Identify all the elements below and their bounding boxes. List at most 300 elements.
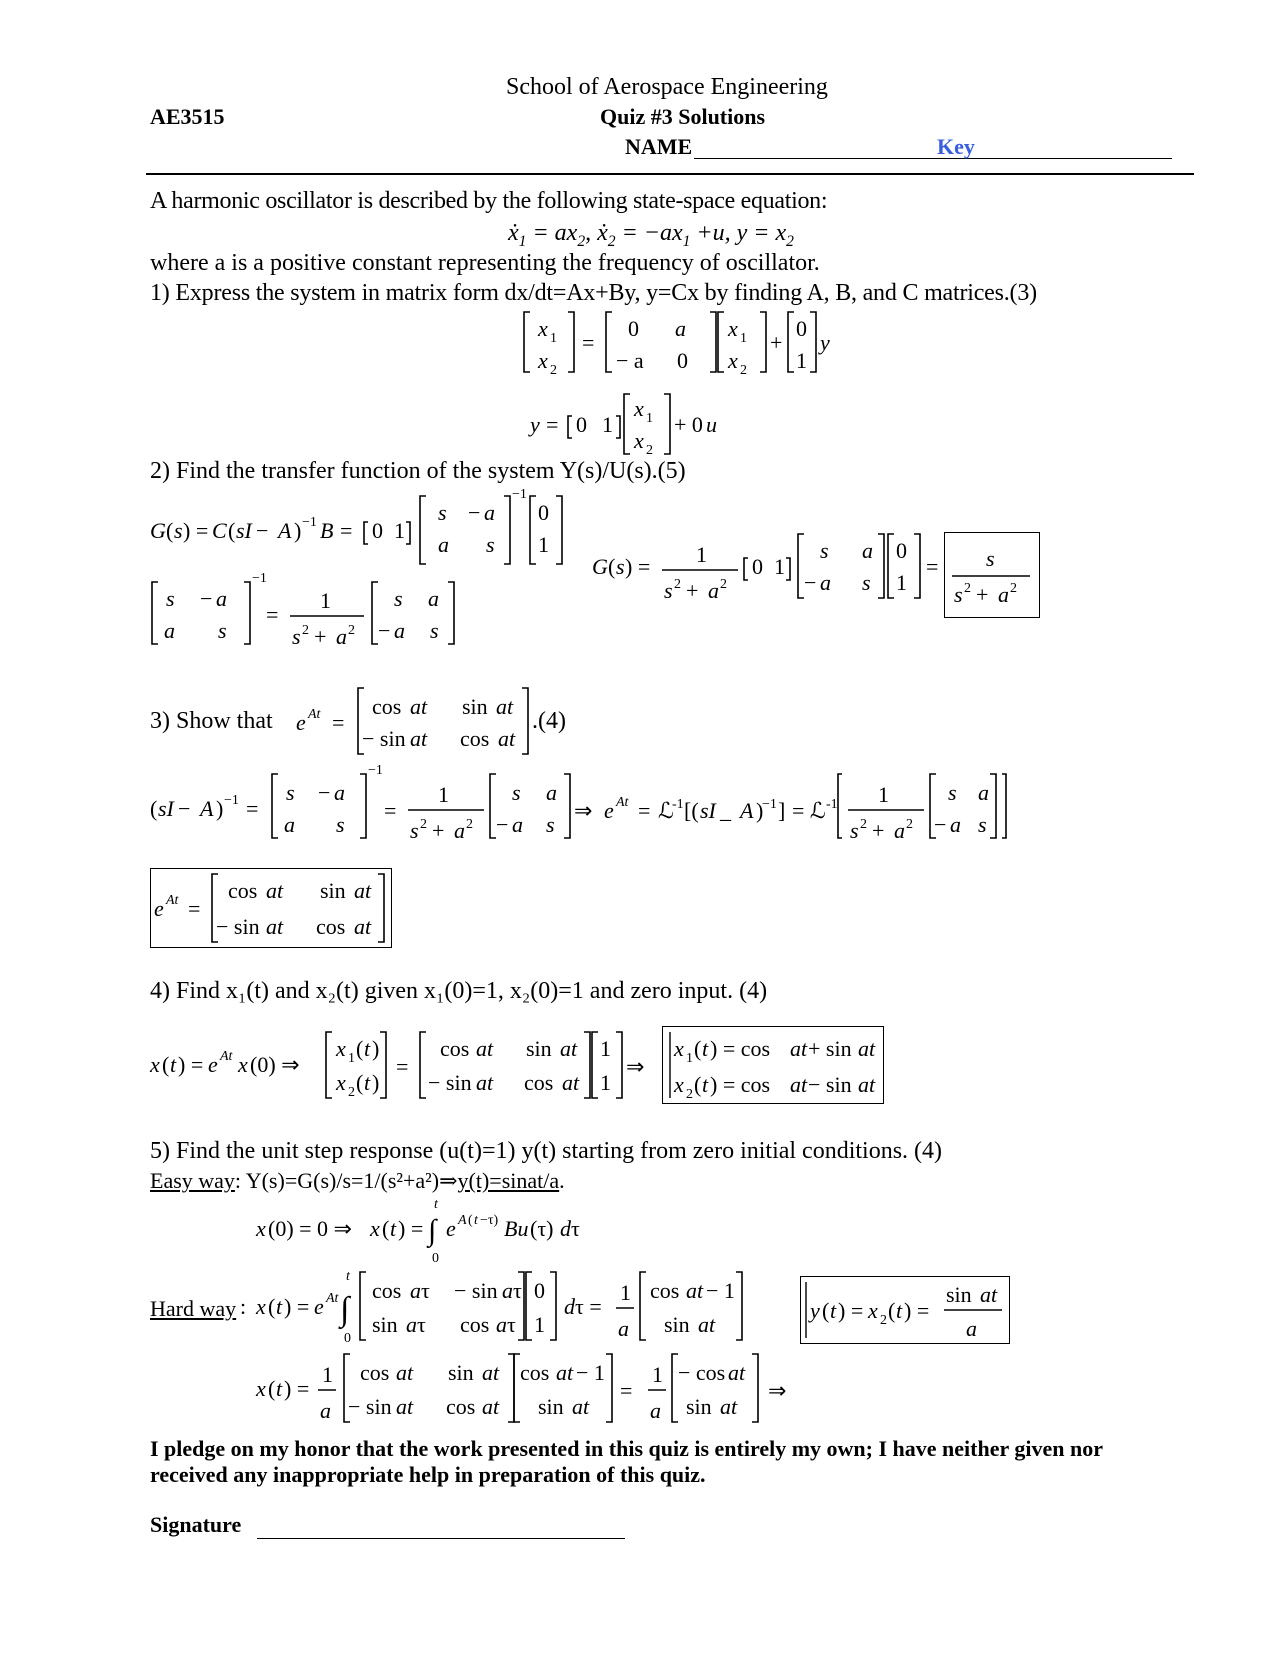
svg-text:x: x	[336, 1070, 346, 1095]
svg-text:⇒: ⇒	[768, 1378, 787, 1403]
svg-text:a: a	[394, 618, 405, 643]
svg-text:+: +	[432, 818, 445, 843]
svg-text:) = cos: ) = cos	[710, 1072, 771, 1097]
svg-text:y: y	[530, 412, 540, 437]
svg-text:a: a	[862, 538, 873, 563]
svg-text:1: 1	[538, 532, 549, 557]
svg-text:2: 2	[880, 1313, 887, 1328]
svg-text:a: a	[320, 1398, 331, 1423]
svg-text:a: a	[675, 316, 686, 341]
easy-way-text: : Y(s)=G(s)/s=1/(s²+a²)⇒	[234, 1168, 458, 1193]
svg-text:y: y	[810, 1298, 820, 1323]
svg-text:sI: sI	[158, 796, 174, 821]
svg-text:−: −	[378, 618, 391, 643]
question-1: 1) Express the system in matrix form dx/dt=Ax+By, y=Cx by finding A, B, and C matrices.(3)	[150, 280, 1037, 306]
svg-text:at: at	[354, 914, 372, 939]
svg-text:τ: τ	[421, 1278, 430, 1303]
svg-text:t: t	[830, 1298, 837, 1323]
svg-text:+: +	[872, 818, 885, 843]
svg-text:=: =	[582, 330, 595, 355]
svg-text:) =: ) =	[284, 1294, 310, 1319]
svg-text:s: s	[850, 818, 859, 843]
svg-text:s: s	[410, 818, 419, 843]
svg-text:sin: sin	[320, 878, 346, 903]
svg-text:[(: [(	[684, 798, 699, 823]
svg-text:2: 2	[1010, 581, 1017, 596]
q5-convolution-integral	[256, 1196, 616, 1266]
svg-text:s: s	[174, 518, 183, 543]
svg-text:t: t	[702, 1036, 709, 1061]
question-3-prefix: 3) Show that	[150, 708, 273, 734]
svg-text:−: −	[496, 812, 509, 837]
svg-text:a: a	[978, 780, 989, 805]
svg-text:sI: sI	[700, 798, 716, 823]
svg-text:At: At	[326, 1291, 339, 1306]
svg-text:Bu: Bu	[504, 1216, 529, 1241]
svg-text:1: 1	[896, 570, 907, 595]
svg-text:sI: sI	[236, 518, 252, 543]
svg-text:− 1: − 1	[576, 1360, 605, 1385]
q5-hard-way-eq	[240, 1268, 780, 1348]
svg-text:e: e	[208, 1052, 218, 1077]
svg-text:− sin: − sin	[348, 1394, 392, 1419]
svg-text:1: 1	[602, 412, 613, 437]
svg-text:s: s	[986, 546, 995, 571]
svg-text:s: s	[954, 582, 963, 607]
question-3-suffix: .(4)	[532, 708, 566, 734]
svg-text:x: x	[728, 348, 738, 373]
svg-text:x: x	[728, 316, 738, 341]
svg-text:a: a	[998, 582, 1009, 607]
svg-text:1: 1	[600, 1036, 611, 1061]
svg-text:1: 1	[696, 542, 707, 567]
svg-text:at: at	[720, 1394, 738, 1419]
svg-text:−: −	[468, 500, 481, 525]
q1-output-eq	[530, 392, 730, 462]
pledge-line-2: received any inappropriate help in preparation of this quiz.	[150, 1462, 706, 1487]
svg-text:(: (	[888, 1298, 896, 1323]
svg-text:(: (	[268, 1376, 276, 1401]
svg-text:2: 2	[646, 443, 653, 458]
svg-text:at: at	[266, 878, 284, 903]
svg-text:−: −	[200, 586, 213, 611]
svg-text:sin: sin	[538, 1394, 564, 1419]
pledge-line-1: I pledge on my honor that the work presented in this quiz is entirely my own; I have neither given nor	[150, 1436, 1103, 1461]
svg-text:2: 2	[420, 817, 427, 832]
svg-text:a: a	[216, 586, 227, 611]
question-5: 5) Find the unit step response (u(t)=1) y(t) starting from zero initial conditions. (4)	[150, 1138, 943, 1164]
easy-way-line	[150, 1168, 565, 1194]
svg-text:at: at	[410, 726, 428, 751]
svg-text:2: 2	[348, 1085, 355, 1100]
svg-text:t: t	[702, 1072, 709, 1097]
svg-text:s: s	[948, 780, 957, 805]
header-rule	[146, 173, 1194, 175]
svg-text:x: x	[150, 1052, 160, 1077]
svg-text:x: x	[538, 316, 548, 341]
svg-text:1: 1	[394, 518, 405, 543]
svg-text:− 1: − 1	[706, 1278, 735, 1303]
svg-text:A: A	[458, 1213, 467, 1228]
svg-text:0: 0	[538, 500, 549, 525]
svg-text:-1: -1	[826, 797, 838, 812]
svg-text:x: x	[634, 396, 644, 421]
q3-derivation	[150, 763, 1050, 856]
svg-text:=: =	[396, 1054, 409, 1079]
svg-text:⇒: ⇒	[626, 1054, 645, 1079]
svg-text:cos: cos	[372, 1278, 402, 1303]
svg-text:2: 2	[740, 363, 747, 378]
q2-transfer-function-def	[150, 487, 590, 574]
svg-text:t: t	[364, 1036, 371, 1061]
svg-text:− sin: − sin	[362, 726, 406, 751]
svg-text:∫: ∫	[340, 1291, 350, 1328]
svg-text:∫: ∫	[428, 1214, 437, 1247]
svg-text:at: at	[790, 1036, 808, 1061]
svg-text:a: a	[284, 812, 295, 837]
svg-text:0: 0	[796, 316, 807, 341]
svg-text:−: −	[256, 518, 269, 543]
svg-text:2: 2	[674, 577, 681, 592]
svg-text:At: At	[220, 1049, 233, 1064]
svg-text:−1: −1	[368, 763, 383, 778]
svg-text:a: a	[164, 618, 175, 643]
svg-text:-1: -1	[672, 797, 684, 812]
easy-way-end: .	[559, 1168, 565, 1193]
easy-way-label: Easy way	[150, 1168, 235, 1193]
svg-text:1: 1	[774, 554, 785, 579]
svg-text:): )	[756, 798, 764, 823]
svg-text:(: (	[150, 796, 158, 821]
svg-text:sin: sin	[372, 1312, 398, 1337]
svg-text:cos: cos	[316, 914, 346, 939]
svg-text:2: 2	[964, 581, 971, 596]
svg-text:−: −	[934, 812, 947, 837]
svg-text:C: C	[212, 518, 227, 543]
svg-text:a: a	[428, 586, 439, 611]
svg-text:1: 1	[438, 782, 449, 807]
svg-text:sin: sin	[448, 1360, 474, 1385]
svg-text:− sin: − sin	[216, 914, 260, 939]
q2-inverse-matrix	[150, 571, 470, 658]
svg-text:e: e	[314, 1294, 324, 1319]
svg-text:ℒ: ℒ	[658, 798, 674, 823]
svg-text:sin: sin	[686, 1394, 712, 1419]
svg-text:1: 1	[550, 331, 557, 346]
svg-text:at: at	[790, 1072, 808, 1097]
svg-text:a: a	[438, 532, 449, 557]
svg-text:a: a	[546, 780, 557, 805]
svg-text:s: s	[430, 618, 439, 643]
svg-text:t: t	[474, 1213, 478, 1228]
svg-text:=: =	[188, 896, 201, 921]
svg-text:a: a	[708, 578, 719, 603]
svg-text:−: −	[178, 796, 191, 821]
svg-text:At: At	[166, 893, 179, 908]
svg-text:s: s	[616, 554, 625, 579]
svg-text:t: t	[170, 1052, 177, 1077]
svg-text:a: a	[454, 818, 465, 843]
svg-text:0: 0	[896, 538, 907, 563]
svg-text:At: At	[616, 795, 629, 810]
svg-text:0: 0	[372, 518, 383, 543]
svg-text:t: t	[346, 1269, 350, 1284]
svg-text:G: G	[150, 518, 166, 543]
signature-line[interactable]	[257, 1538, 625, 1539]
svg-text:1: 1	[320, 588, 331, 613]
svg-text:2: 2	[686, 1087, 693, 1102]
svg-text:τ: τ	[507, 1312, 516, 1337]
svg-text:(: (	[268, 1294, 276, 1319]
svg-text:at: at	[562, 1070, 580, 1095]
svg-text:s: s	[218, 618, 227, 643]
svg-text:− sin: − sin	[428, 1070, 472, 1095]
svg-text:cos: cos	[228, 878, 258, 903]
svg-text:=: =	[384, 798, 397, 823]
svg-text:τ: τ	[417, 1312, 426, 1337]
svg-text:x: x	[238, 1052, 248, 1077]
svg-text:1: 1	[600, 1070, 611, 1095]
svg-text:s: s	[336, 812, 345, 837]
svg-text:cos: cos	[460, 726, 490, 751]
svg-text:1: 1	[646, 411, 653, 426]
svg-text:) =: ) =	[625, 554, 651, 579]
svg-text:) =: ) =	[838, 1298, 864, 1323]
svg-text:2: 2	[550, 363, 557, 378]
svg-text:0: 0	[752, 554, 763, 579]
svg-text:at: at	[858, 1036, 876, 1061]
svg-text:1: 1	[348, 1051, 355, 1066]
svg-text:) =: ) =	[183, 518, 209, 543]
svg-text:at: at	[496, 694, 514, 719]
svg-text:1: 1	[796, 348, 807, 373]
quiz-title: Quiz #3 Solutions	[600, 104, 766, 129]
svg-text:1: 1	[322, 1362, 333, 1387]
svg-text:s: s	[166, 586, 175, 611]
svg-text:at: at	[476, 1036, 494, 1061]
q1-state-matrix-eq	[520, 308, 830, 378]
svg-text:at: at	[858, 1072, 876, 1097]
q2-answer	[944, 532, 1040, 618]
svg-text:x: x	[256, 1216, 266, 1241]
svg-text:1: 1	[686, 1051, 693, 1066]
course-code: AE3515	[150, 104, 225, 129]
school-name: School of Aerospace Engineering	[506, 74, 828, 100]
svg-text:at: at	[396, 1360, 414, 1385]
svg-text:(: (	[608, 554, 616, 579]
svg-text:(: (	[694, 1036, 702, 1061]
svg-text:at: at	[572, 1394, 590, 1419]
svg-text:y: y	[820, 330, 830, 355]
easy-way-result: y(t)=sinat/a	[457, 1168, 560, 1193]
svg-text:a: a	[502, 1278, 513, 1303]
svg-text:x: x	[370, 1216, 380, 1241]
svg-text:at: at	[266, 914, 284, 939]
svg-text:at: at	[482, 1360, 500, 1385]
q5-answer	[800, 1276, 1010, 1344]
svg-text:e: e	[604, 798, 614, 823]
svg-text:s: s	[820, 538, 829, 563]
svg-text:): )	[294, 518, 302, 543]
hard-way-label: Hard way	[150, 1296, 237, 1321]
svg-text:τ =: τ =	[575, 1294, 602, 1319]
svg-text:⇒: ⇒	[574, 798, 593, 823]
svg-text:2: 2	[348, 623, 355, 638]
svg-text:(: (	[228, 518, 236, 543]
svg-text:0: 0	[628, 316, 639, 341]
svg-text:) =: ) =	[284, 1376, 310, 1401]
svg-text:d: d	[564, 1294, 575, 1319]
svg-text:(0) = 0 ⇒: (0) = 0 ⇒	[268, 1216, 352, 1241]
svg-text:cos: cos	[360, 1360, 390, 1385]
intro-line-1: A harmonic oscillator is described by the following state-space equation:	[150, 188, 828, 214]
question-4: 4) Find x₁(t) and x₂(t) given x₁(0)=1, x₂(0)=1 and zero input. (4)	[150, 978, 768, 1004]
question-2: 2) Find the transfer function of the system Y(s)/U(s).(5)	[150, 458, 686, 484]
state-equation: ẋ$_1$ = $ax_2$, ẋ$_2$ = $-ax_1 +u$, $y = x_2$	[508, 220, 794, 250]
svg-text:) =: ) =	[178, 1052, 204, 1077]
svg-text:B: B	[320, 518, 334, 543]
svg-text:at: at	[980, 1282, 998, 1307]
svg-text:t: t	[390, 1216, 397, 1241]
svg-text:=: =	[340, 518, 353, 543]
svg-text:cos: cos	[460, 1312, 490, 1337]
svg-text:= ℒ: = ℒ	[792, 798, 826, 823]
svg-text:τ: τ	[571, 1216, 580, 1241]
svg-text:(: (	[356, 1070, 364, 1095]
svg-text:a: a	[334, 780, 345, 805]
q5-final-derivation	[256, 1350, 816, 1430]
svg-text:s: s	[546, 812, 555, 837]
svg-text:A: A	[278, 518, 292, 543]
svg-text:−1: −1	[224, 793, 239, 808]
svg-text:x: x	[256, 1376, 266, 1401]
svg-text:x: x	[538, 348, 548, 373]
svg-text:at: at	[354, 878, 372, 903]
svg-text:at: at	[686, 1278, 704, 1303]
svg-text:s: s	[286, 780, 295, 805]
q3-matrix-exponential	[294, 684, 544, 764]
svg-text:e: e	[154, 896, 164, 921]
svg-text:): )	[216, 796, 224, 821]
svg-text:s: s	[664, 578, 673, 603]
svg-text:A: A	[740, 798, 754, 823]
name-label: NAME	[625, 134, 693, 159]
svg-text:sin: sin	[462, 694, 488, 719]
q4-answer	[662, 1026, 884, 1104]
svg-text:0: 0	[534, 1278, 545, 1303]
svg-text:at: at	[498, 726, 516, 751]
svg-text:a: a	[820, 570, 831, 595]
svg-text:=: =	[266, 602, 279, 627]
svg-text:s: s	[394, 586, 403, 611]
svg-text:0: 0	[576, 412, 587, 437]
svg-text:−1: −1	[762, 797, 777, 812]
svg-text:) =: ) =	[398, 1216, 424, 1241]
svg-text:1: 1	[620, 1280, 631, 1305]
svg-text:at: at	[728, 1360, 746, 1385]
intro-line-2: where a is a positive constant representing the frequency of oscillator.	[150, 250, 820, 276]
svg-text:0: 0	[432, 1251, 439, 1266]
svg-text:at: at	[560, 1036, 578, 1061]
svg-text:At: At	[308, 707, 321, 722]
svg-text:a: a	[512, 812, 523, 837]
svg-text:a: a	[618, 1316, 629, 1341]
svg-text:−1: −1	[252, 571, 267, 586]
svg-text:t: t	[276, 1294, 283, 1319]
svg-text:s: s	[438, 500, 447, 525]
svg-text:+ sin: + sin	[808, 1036, 852, 1061]
svg-text:cos: cos	[650, 1278, 680, 1303]
svg-text:a: a	[410, 1278, 421, 1303]
svg-text:− sin: − sin	[454, 1278, 498, 1303]
svg-text:(: (	[468, 1213, 473, 1228]
svg-text:t: t	[364, 1070, 371, 1095]
svg-text:+: +	[770, 330, 783, 355]
svg-text:t: t	[434, 1197, 438, 1212]
signature-label: Signature	[150, 1512, 242, 1537]
svg-text:a: a	[966, 1316, 977, 1341]
svg-text:): )	[372, 1036, 380, 1061]
svg-text:u: u	[706, 412, 717, 437]
svg-text:_: _	[720, 798, 731, 823]
svg-text:at: at	[556, 1360, 574, 1385]
svg-text:1: 1	[652, 1362, 663, 1387]
svg-text:−1: −1	[512, 487, 527, 502]
svg-text:(: (	[356, 1036, 364, 1061]
name-line	[694, 158, 1172, 159]
svg-text:(0) ⇒: (0) ⇒	[250, 1052, 300, 1077]
svg-text:a: a	[336, 624, 347, 649]
svg-text:cos: cos	[446, 1394, 476, 1419]
svg-text:d: d	[560, 1216, 571, 1241]
svg-text::: :	[240, 1294, 247, 1319]
svg-text:cos: cos	[524, 1070, 554, 1095]
svg-text:at: at	[410, 694, 428, 719]
svg-text:cos: cos	[440, 1036, 470, 1061]
svg-text:s: s	[862, 570, 871, 595]
svg-text:1: 1	[534, 1312, 545, 1337]
svg-text:x: x	[674, 1036, 684, 1061]
svg-text:a: a	[496, 1312, 507, 1337]
svg-text:=: =	[638, 798, 651, 823]
svg-text:(: (	[822, 1298, 830, 1323]
svg-text:−: −	[804, 570, 817, 595]
svg-text:+: +	[976, 582, 989, 607]
svg-text:A: A	[200, 796, 214, 821]
svg-text:t: t	[276, 1376, 283, 1401]
svg-text:2: 2	[720, 577, 727, 592]
svg-text:(: (	[166, 518, 174, 543]
svg-text:− cos: − cos	[678, 1360, 726, 1385]
svg-text:+: +	[314, 624, 327, 649]
svg-text:2: 2	[906, 817, 913, 832]
svg-text:): )	[372, 1070, 380, 1095]
svg-text:s: s	[486, 532, 495, 557]
svg-text:s: s	[512, 780, 521, 805]
svg-text:=: =	[620, 1378, 633, 1403]
svg-text:sin: sin	[526, 1036, 552, 1061]
svg-text:0: 0	[344, 1331, 351, 1346]
svg-text:sin: sin	[946, 1282, 972, 1307]
svg-text:−1: −1	[302, 515, 317, 530]
q3-answer	[150, 868, 392, 948]
svg-text:at: at	[476, 1070, 494, 1095]
svg-text:x: x	[868, 1298, 878, 1323]
svg-text:x: x	[256, 1294, 266, 1319]
svg-text:s: s	[978, 812, 987, 837]
svg-text:) = cos: ) = cos	[710, 1036, 771, 1061]
svg-text:a: a	[950, 812, 961, 837]
